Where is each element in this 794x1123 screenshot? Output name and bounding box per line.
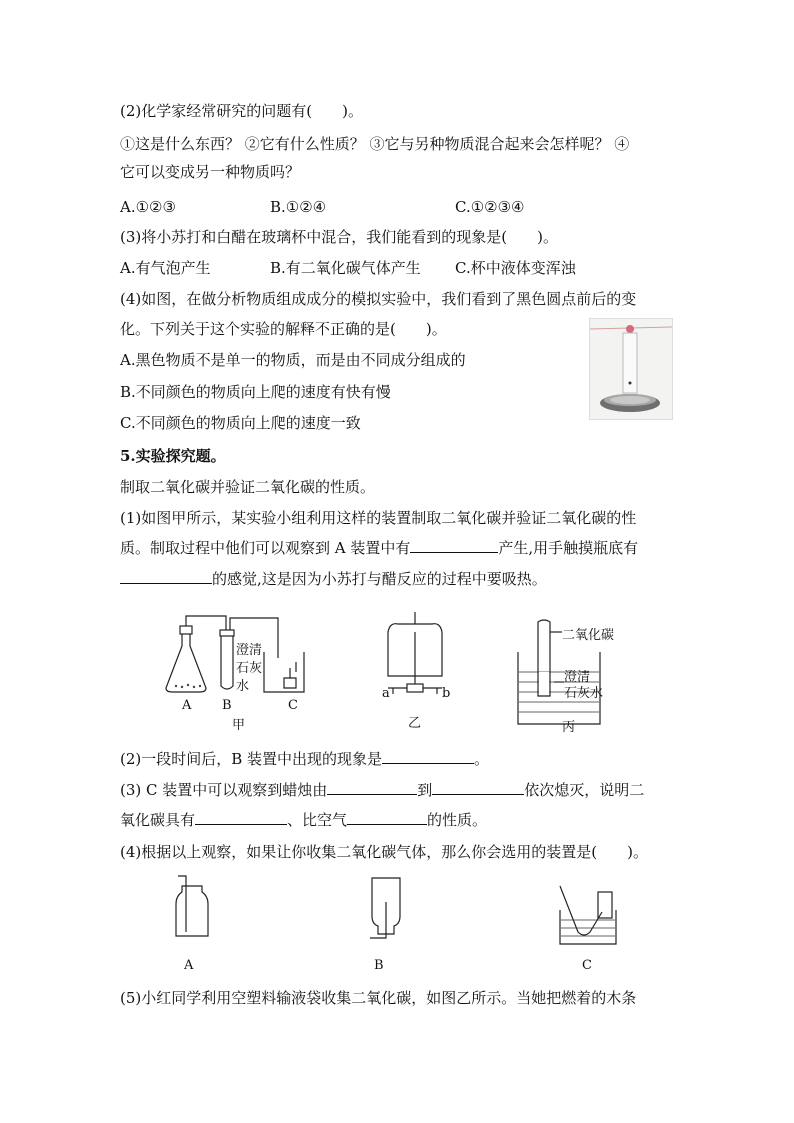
p1-line2-text-a: 质。制取过程中他们可以观察到 A 装置中有 [120,539,411,557]
q2-option-a: A.①②③ [120,198,176,216]
caption-bing: 丙 [562,720,576,735]
p1-line1: (1)如图甲所示，某实验小组利用这样的装置制取二氧化碳并验证二氧化碳的性 [120,509,637,527]
q2-options [120,197,525,217]
p2-line [120,749,489,769]
p1-line2-text-b: 产生,用手触摸瓶底有 [498,539,639,557]
p3-text-e: 、比空气 [287,811,348,829]
p3-blank-2[interactable] [432,780,524,795]
section5-intro: 制取二氧化碳并验证二氧化碳的性质。 [120,478,376,496]
p3-blank-4[interactable] [347,810,427,825]
p2-text-a: (2)一段时间后，B 装置中出现的现象是 [120,750,383,768]
collection-drawing [160,872,640,952]
q2-option-c: C.①②③④ [455,198,525,216]
p1-line2 [120,538,638,558]
q3-stem: (3)将小苏打和白醋在玻璃杯中混合，我们能看到的现象是( )。 [120,228,558,246]
section5-title: 5.实验探究题。 [120,447,226,465]
chromatography-photo [589,318,673,420]
label-b: B [222,698,232,713]
lime-water-label: 澄清 石灰 水 [236,643,263,694]
caption-jia: 甲 [232,718,246,733]
q4-option-b: B.不同颜色的物质向上爬的速度有快有慢 [120,383,391,401]
q3-options [120,258,576,278]
co2-label: 二氧化碳 [562,628,615,643]
p3-line2 [120,810,487,830]
p3-line1 [120,780,644,800]
label-a: A [182,698,192,713]
p3-text-b: 到 [417,781,433,799]
apparatus-figure [160,612,640,734]
label-small-a: a [382,686,390,701]
q4-stem-line2: 化。下列关于这个实验的解释不正确的是( )。 [120,320,447,338]
p3-text-a: (3) C 装置中可以观察到蜡烛由 [120,781,328,799]
q2-option-b: B.①②④ [270,198,327,216]
p1-blank-1[interactable] [410,538,498,553]
q3-option-b: B.有二氧化碳气体产生 [270,259,421,277]
p3-blank-1[interactable] [327,780,417,795]
label-small-b: b [442,686,451,701]
p3-blank-3[interactable] [195,810,287,825]
option-label-c: C [582,958,592,973]
p3-text-c: 依次熄灭，说明二 [524,781,645,799]
p1-blank-2[interactable] [120,569,212,584]
q3-option-c: C.杯中液体变浑浊 [455,259,576,277]
p1-line3-text: 的感觉,这是因为小苏打与醋反应的过程中要吸热。 [212,570,547,588]
p4-stem: (4)根据以上观察，如果让你收集二氧化碳气体，那么你会选用的装置是( )。 [120,843,648,861]
p3-text-d: 氧化碳具有 [120,811,196,829]
q4-option-c: C.不同颜色的物质向上爬的速度一致 [120,414,361,432]
q2-items-line2: 它可以变成另一种物质吗？ [120,163,301,181]
option-label-a: A [184,958,194,973]
q4-stem-line1: (4)如图，在做分析物质组成成分的模拟实验中，我们看到了黑色圆点前后的变 [120,290,637,308]
chromatography-photo-drawing [590,319,672,419]
q3-option-a: A.有气泡产生 [120,259,211,277]
p5-text: (5)小红同学利用空塑料输液袋收集二氧化碳，如图乙所示。当她把燃着的木条 [120,989,637,1007]
option-label-b: B [374,958,384,973]
p1-line3 [120,569,547,589]
q2-stem: (2)化学家经常研究的问题有( )。 [120,102,363,120]
lime-water-2-label: 澄清 石灰水 [564,670,604,701]
collection-figure [160,872,640,978]
q4-option-a: A.黑色物质不是单一的物质，而是由不同成分组成的 [120,351,466,369]
p3-text-f: 的性质。 [427,811,488,829]
label-c: C [288,698,298,713]
p2-blank[interactable] [382,749,474,764]
q2-items-line1: ①这是什么东西？ ②它有什么性质？ ③它与另种物质混合起来会怎样呢？ ④ [120,135,630,153]
caption-yi: 乙 [408,716,422,731]
p2-text-b: 。 [474,750,490,768]
